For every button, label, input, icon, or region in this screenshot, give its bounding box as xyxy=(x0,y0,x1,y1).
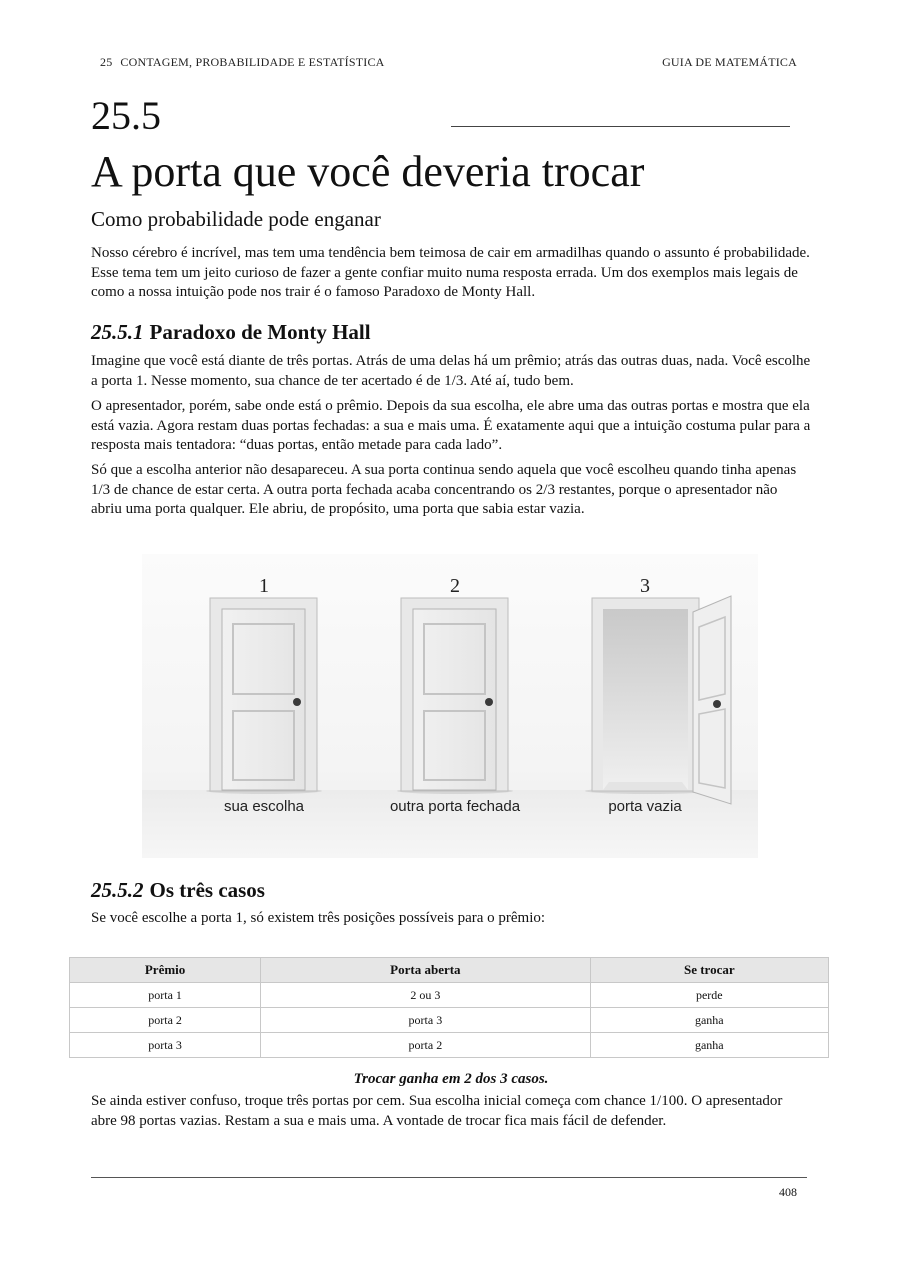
intro-paragraph: Nosso cérebro é incrível, mas tem uma tendência bem teimosa de cair em armadilhas quando o assunto é probabilidade. Esse tema tem um jeito curioso de fazer a gente confiar muito numa resposta errada. Um dos exemplos mais legais de como a nossa intuição pode nos trair é o famoso Paradoxo de Monty Hall. xyxy=(91,245,810,300)
door-caption: porta vazia xyxy=(608,798,682,815)
table-row xyxy=(70,983,829,1008)
table-caption: Trocar ganha em 2 dos 3 casos. xyxy=(353,1071,549,1087)
table-row xyxy=(70,1033,829,1058)
subsection-title: Os três casos xyxy=(149,878,265,902)
table-header-row xyxy=(70,958,829,983)
door-caption: sua escolha xyxy=(223,798,305,815)
table-cell: perde xyxy=(590,983,828,1008)
paragraph: Só que a escolha anterior não desapareceu. A sua porta continua sendo aquela que você escolheu quando tinha apenas 1/3 de chance de estar certa. A outra porta fechada acaba concentrando os 2/3 restantes, porque o apresentador não abriu uma porta qualquer. Ele abriu, de propósito, uma porta que sabia estar vazia. xyxy=(91,462,797,517)
column-header: Porta aberta xyxy=(261,958,590,983)
door-number: 1 xyxy=(259,575,269,597)
column-header: Se trocar xyxy=(590,958,828,983)
door-2 xyxy=(397,598,513,794)
door-number: 3 xyxy=(640,575,650,597)
footer-rule xyxy=(91,1177,807,1178)
table-cell: porta 3 xyxy=(70,1033,261,1058)
door-caption: outra porta fechada xyxy=(389,798,521,815)
paragraph: Se ainda estiver confuso, troque três portas por cem. Sua escolha inicial começa com chance 1/100. O apresentador abre 98 portas vazias. Restam a sua e mais uma. A vontade de trocar fica mais fácil de defender. xyxy=(91,1093,783,1129)
subsection-heading-1 xyxy=(91,318,371,346)
table-cell: porta 1 xyxy=(70,983,261,1008)
doorknob-icon xyxy=(485,698,493,706)
door-number: 2 xyxy=(450,575,460,597)
section-title: A porta que você deveria trocar xyxy=(91,147,645,196)
paragraph: Se você escolhe a porta 1, só existem três posições possíveis para o prêmio: xyxy=(91,910,546,926)
section-subtitle: Como probabilidade pode enganar xyxy=(91,207,381,231)
table-cell: ganha xyxy=(590,1008,828,1033)
doorknob-icon xyxy=(713,700,721,708)
table-row xyxy=(70,1008,829,1033)
column-header: Prêmio xyxy=(70,958,261,983)
paragraph: O apresentador, porém, sabe onde está o prêmio. Depois da sua escolha, ele abre uma das outras portas e mostra que ela está vazia. Agora restam duas portas fechadas: a sua e mais uma. É exatamente aqui que a intuição costuma pular para a resposta mais tentadora: “duas portas, então metade para cada lado”. xyxy=(91,398,811,453)
table-cell: 2 ou 3 xyxy=(261,983,590,1008)
running-header-left xyxy=(100,55,385,70)
doors-figure xyxy=(142,554,758,858)
chapter-number: 25 xyxy=(100,55,113,69)
table-cell: porta 3 xyxy=(261,1008,590,1033)
book-title: GUIA DE MATEMÁTICA xyxy=(662,55,797,69)
table-cell: porta 2 xyxy=(70,1008,261,1033)
doorknob-icon xyxy=(293,698,301,706)
table-cell: porta 2 xyxy=(261,1033,590,1058)
subsection-number: 25.5.2 xyxy=(91,878,144,902)
paragraph: Imagine que você está diante de três portas. Atrás de uma delas há um prêmio; atrás das outras duas, nada. Você escolhe a porta 1. Nesse momento, sua chance de ter acertado é de 1/3. Até aí, tudo bem. xyxy=(91,353,811,389)
section-number: 25.5 xyxy=(91,93,161,138)
subsection-heading-2 xyxy=(91,876,265,904)
door-3-open xyxy=(585,596,731,804)
cases-table xyxy=(69,957,829,1058)
subsection-title: Paradoxo de Monty Hall xyxy=(149,320,371,344)
door-1 xyxy=(206,598,322,794)
page-number: 408 xyxy=(779,1185,797,1199)
table-cell: ganha xyxy=(590,1033,828,1058)
title-rule xyxy=(451,126,790,127)
subsection-number: 25.5.1 xyxy=(91,320,144,344)
chapter-title: CONTAGEM, PROBABILIDADE E ESTATÍSTICA xyxy=(120,55,385,69)
